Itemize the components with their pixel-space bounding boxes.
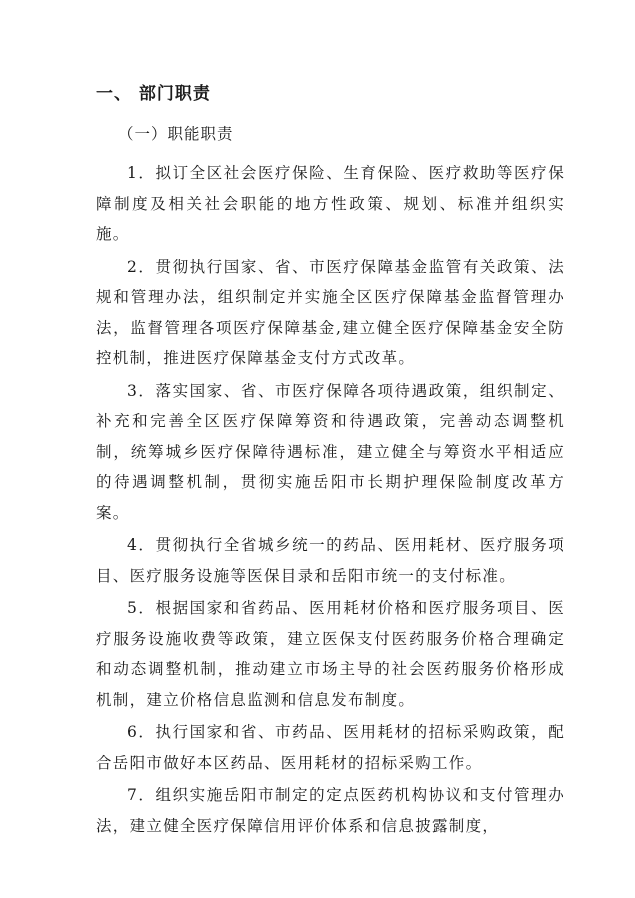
- paragraph-7: 7．组织实施岳阳市制定的定点医药机构协议和支付管理办法，建立健全医疗保障信用评价体系和信息披露制度，: [96, 786, 565, 835]
- paragraph-4: 4．贯彻执行全省城乡统一的药品、医用耗材、医疗服务项目、医疗服务设施等医保目录和岳阳市统一的支付标准。: [96, 536, 565, 585]
- paragraph-2: 2．贯彻执行国家、省、市医疗保障基金监管有关政策、法规和管理办法，组织制定并实施全区医疗保障基金监督管理办法，监督管理各项医疗保障基金,建立健全医疗保障基金安全防控机制，推进医疗保障基金支付方式改革。: [96, 257, 565, 367]
- subsection-title: （一）职能职责: [118, 125, 234, 143]
- paragraph-3: 3．落实国家、省、市医疗保障各项待遇政策，组织制定、补充和完善全区医疗保障筹资和待遇政策，完善动态调整机制，统筹城乡医疗保障待遇标准，建立健全与筹资水平相适应的待遇调整机制，贯彻实施岳阳市长期护理保险制度改革方案。: [96, 381, 565, 522]
- paragraph-6: 6．执行国家和省、市药品、医用耗材的招标采购政策，配合岳阳市做好本区药品、医用耗材的招标采购工作。: [96, 723, 565, 772]
- paragraph-1: 1．拟订全区社会医疗保险、生育保险、医疗救助等医疗保障制度及相关社会职能的地方性政策、规划、标准并组织实施。: [96, 164, 565, 243]
- section-title: 一、 部门职责: [96, 84, 211, 104]
- paragraph-5: 5．根据国家和省药品、医用耗材价格和医疗服务项目、医疗服务设施收费等政策，建立医保支付医药服务价格合理确定和动态调整机制，推动建立市场主导的社会医药服务价格形成机制，建立价格信息监测和信息发布制度。: [96, 599, 565, 709]
